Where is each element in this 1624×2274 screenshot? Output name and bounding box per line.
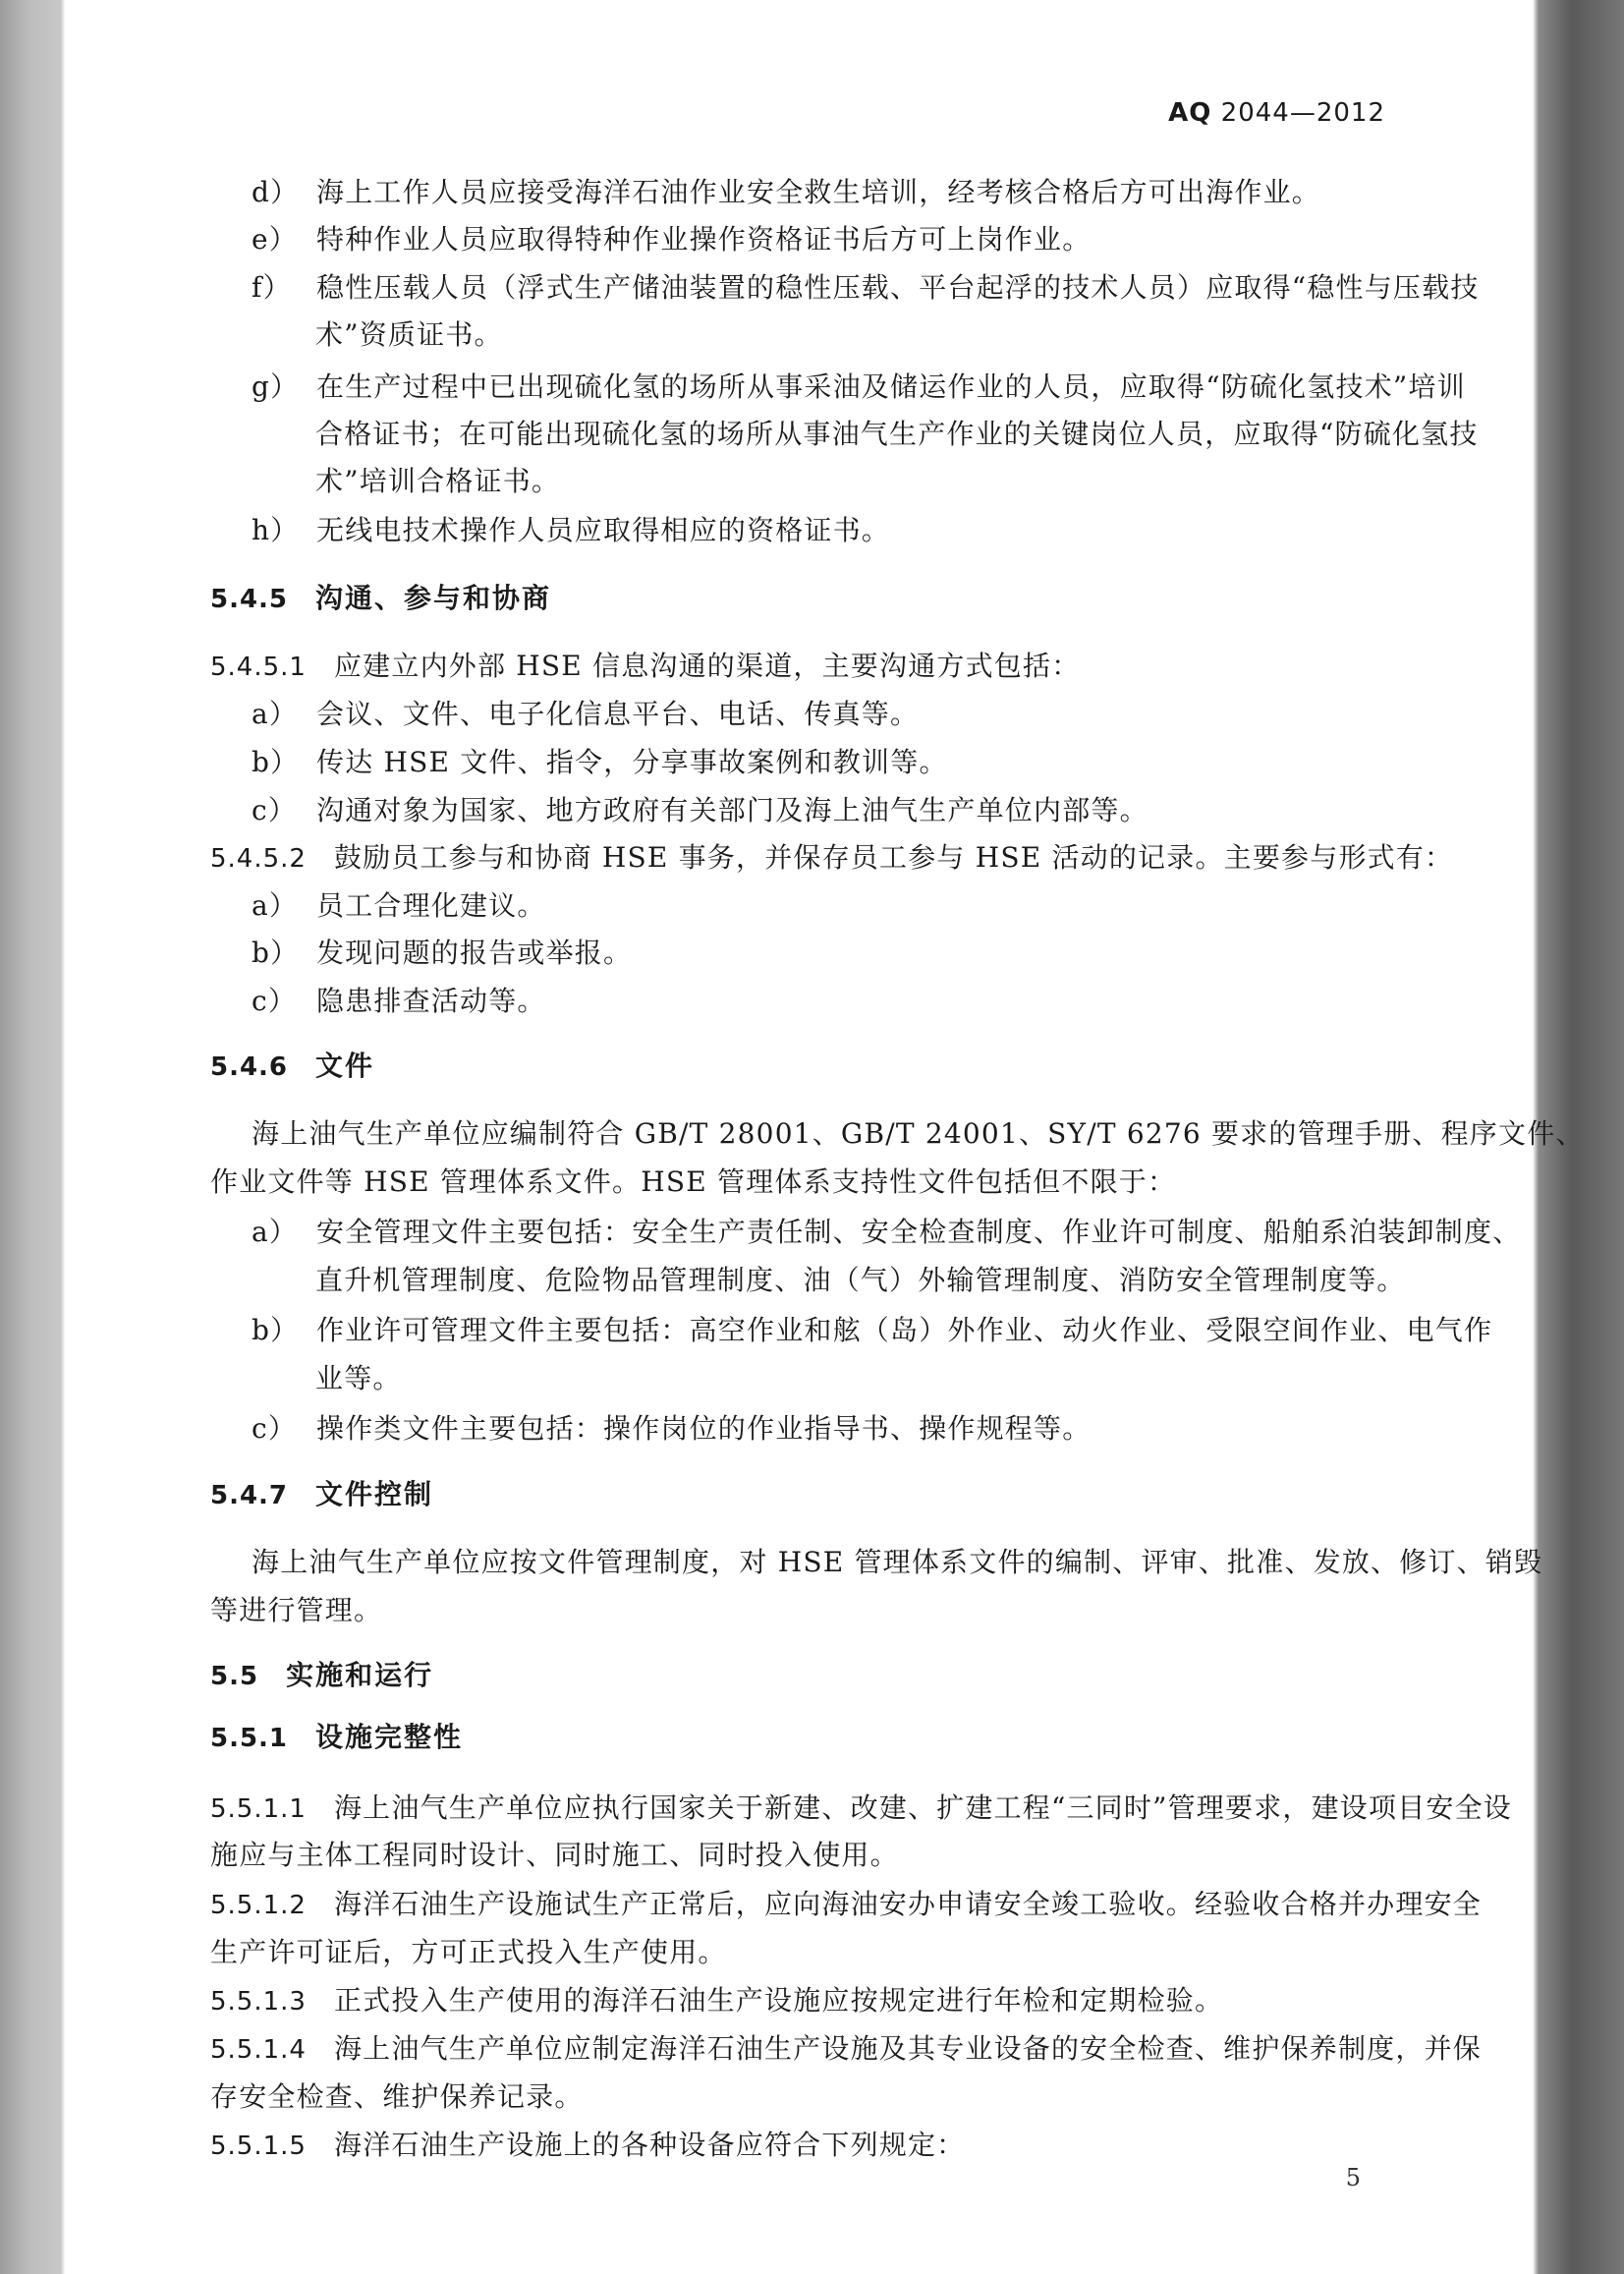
standard-prefix: AQ — [1168, 98, 1212, 128]
list-item: c） 操作类文件主要包括：操作岗位的作业指导书、操作规程等。 — [252, 1412, 1092, 1445]
clause: 5.5.1.3 正式投入生产使用的海洋石油生产设施应按规定进行年检和定期检验。 — [210, 1984, 1224, 2017]
list-item: b） 发现问题的报告或举报。 — [252, 937, 633, 969]
paragraph-line: 作业文件等 HSE 管理体系文件。HSE 管理体系支持性文件包括但不限于： — [210, 1165, 1177, 1198]
list-item: c） 隐患排查活动等。 — [252, 985, 546, 1017]
section-heading: 5.4.6 文件 — [210, 1050, 375, 1082]
section-heading: 5.4.7 文件控制 — [210, 1478, 434, 1510]
paragraph-line: 海上油气生产单位应编制符合 GB/T 28001、GB/T 24001、SY/T 6276 要求的管理手册、程序文件、 — [252, 1117, 1585, 1150]
section-heading: 5.5.1 设施完整性 — [210, 1721, 464, 1753]
clause: 5.5.1.2 海洋石油生产设施试生产正常后，应向海油安办申请安全竣工验收。经验收合格并办理安全 — [210, 1888, 1482, 1920]
clause-continued: 存安全检查、维护保养记录。 — [210, 2080, 584, 2113]
list-item: b） 作业许可管理文件主要包括：高空作业和舷（岛）外作业、动火作业、受限空间作业、电气作 — [252, 1314, 1493, 1346]
page-number: 5 — [1345, 2164, 1361, 2191]
clause-continued: 施应与主体工程同时设计、同时施工、同时投入使用。 — [210, 1839, 899, 1871]
paragraph-line: 等进行管理。 — [210, 1594, 383, 1626]
clause-continued: 生产许可证后，方可正式投入生产使用。 — [210, 1936, 727, 1968]
clause: 5.4.5.1 应建立内外部 HSE 信息沟通的渠道，主要沟通方式包括： — [210, 650, 1081, 682]
clause: 5.4.5.2 鼓励员工参与和协商 HSE 事务，并保存员工参与 HSE 活动的记录。主要参与形式有： — [210, 841, 1454, 874]
list-item: b） 传达 HSE 文件、指令，分享事故案例和教训等。 — [252, 746, 948, 778]
list-item: h） 无线电技术操作人员应取得相应的资格证书。 — [252, 514, 891, 546]
list-item-continued: 直升机管理制度、危险物品管理制度、油（气）外输管理制度、消防安全管理制度等。 — [315, 1264, 1406, 1296]
list-item-continued: 术”资质证书。 — [315, 318, 503, 351]
list-item: d） 海上工作人员应接受海洋石油作业安全救生培训，经考核合格后方可出海作业。 — [252, 176, 1321, 208]
list-item: e） 特种作业人员应取得特种作业操作资格证书后方可上岗作业。 — [252, 223, 1092, 256]
list-item-continued: 术”培训合格证书。 — [315, 465, 561, 497]
list-item: a） 会议、文件、电子化信息平台、电话、传真等。 — [252, 698, 920, 730]
clause: 5.5.1.4 海上油气生产单位应制定海洋石油生产设施及其专业设备的安全检查、维护保养制度，并保 — [210, 2032, 1482, 2065]
standard-number: 2044—2012 — [1220, 98, 1385, 128]
document-page — [65, 0, 1585, 2274]
section-heading: 5.5 实施和运行 — [210, 1659, 434, 1691]
list-item: f） 稳性压载人员（浮式生产储油装置的稳性压载、平台起浮的技术人员）应取得“稳性与压载技 — [252, 271, 1480, 304]
clause: 5.5.1.5 海洋石油生产设施上的各种设备应符合下列规定： — [210, 2129, 966, 2161]
list-item: c） 沟通对象为国家、地方政府有关部门及海上油气生产单位内部等。 — [252, 794, 1148, 826]
paragraph-line: 海上油气生产单位应按文件管理制度，对 HSE 管理体系文件的编制、评审、批准、发放、修订、销毁 — [252, 1546, 1543, 1578]
list-item: g） 在生产过程中已出现硫化氢的场所从事采油及储运作业的人员，应取得“防硫化氢技术”培训 — [252, 370, 1466, 403]
list-item: a） 安全管理文件主要包括：安全生产责任制、安全检查制度、作业许可制度、船舶系泊装卸制度、 — [252, 1216, 1522, 1248]
list-item-continued: 业等。 — [315, 1362, 402, 1394]
list-item: a） 员工合理化建议。 — [252, 889, 546, 922]
clause: 5.5.1.1 海上油气生产单位应执行国家关于新建、改建、扩建工程“三同时”管理要求，建设项目安全设 — [210, 1791, 1513, 1824]
list-item-continued: 合格证书；在可能出现硫化氢的场所从事油气生产作业的关键岗位人员，应取得“防硫化氢技 — [315, 418, 1479, 450]
standard-code — [1168, 98, 1385, 128]
section-heading: 5.4.5 沟通、参与和协商 — [210, 582, 552, 614]
